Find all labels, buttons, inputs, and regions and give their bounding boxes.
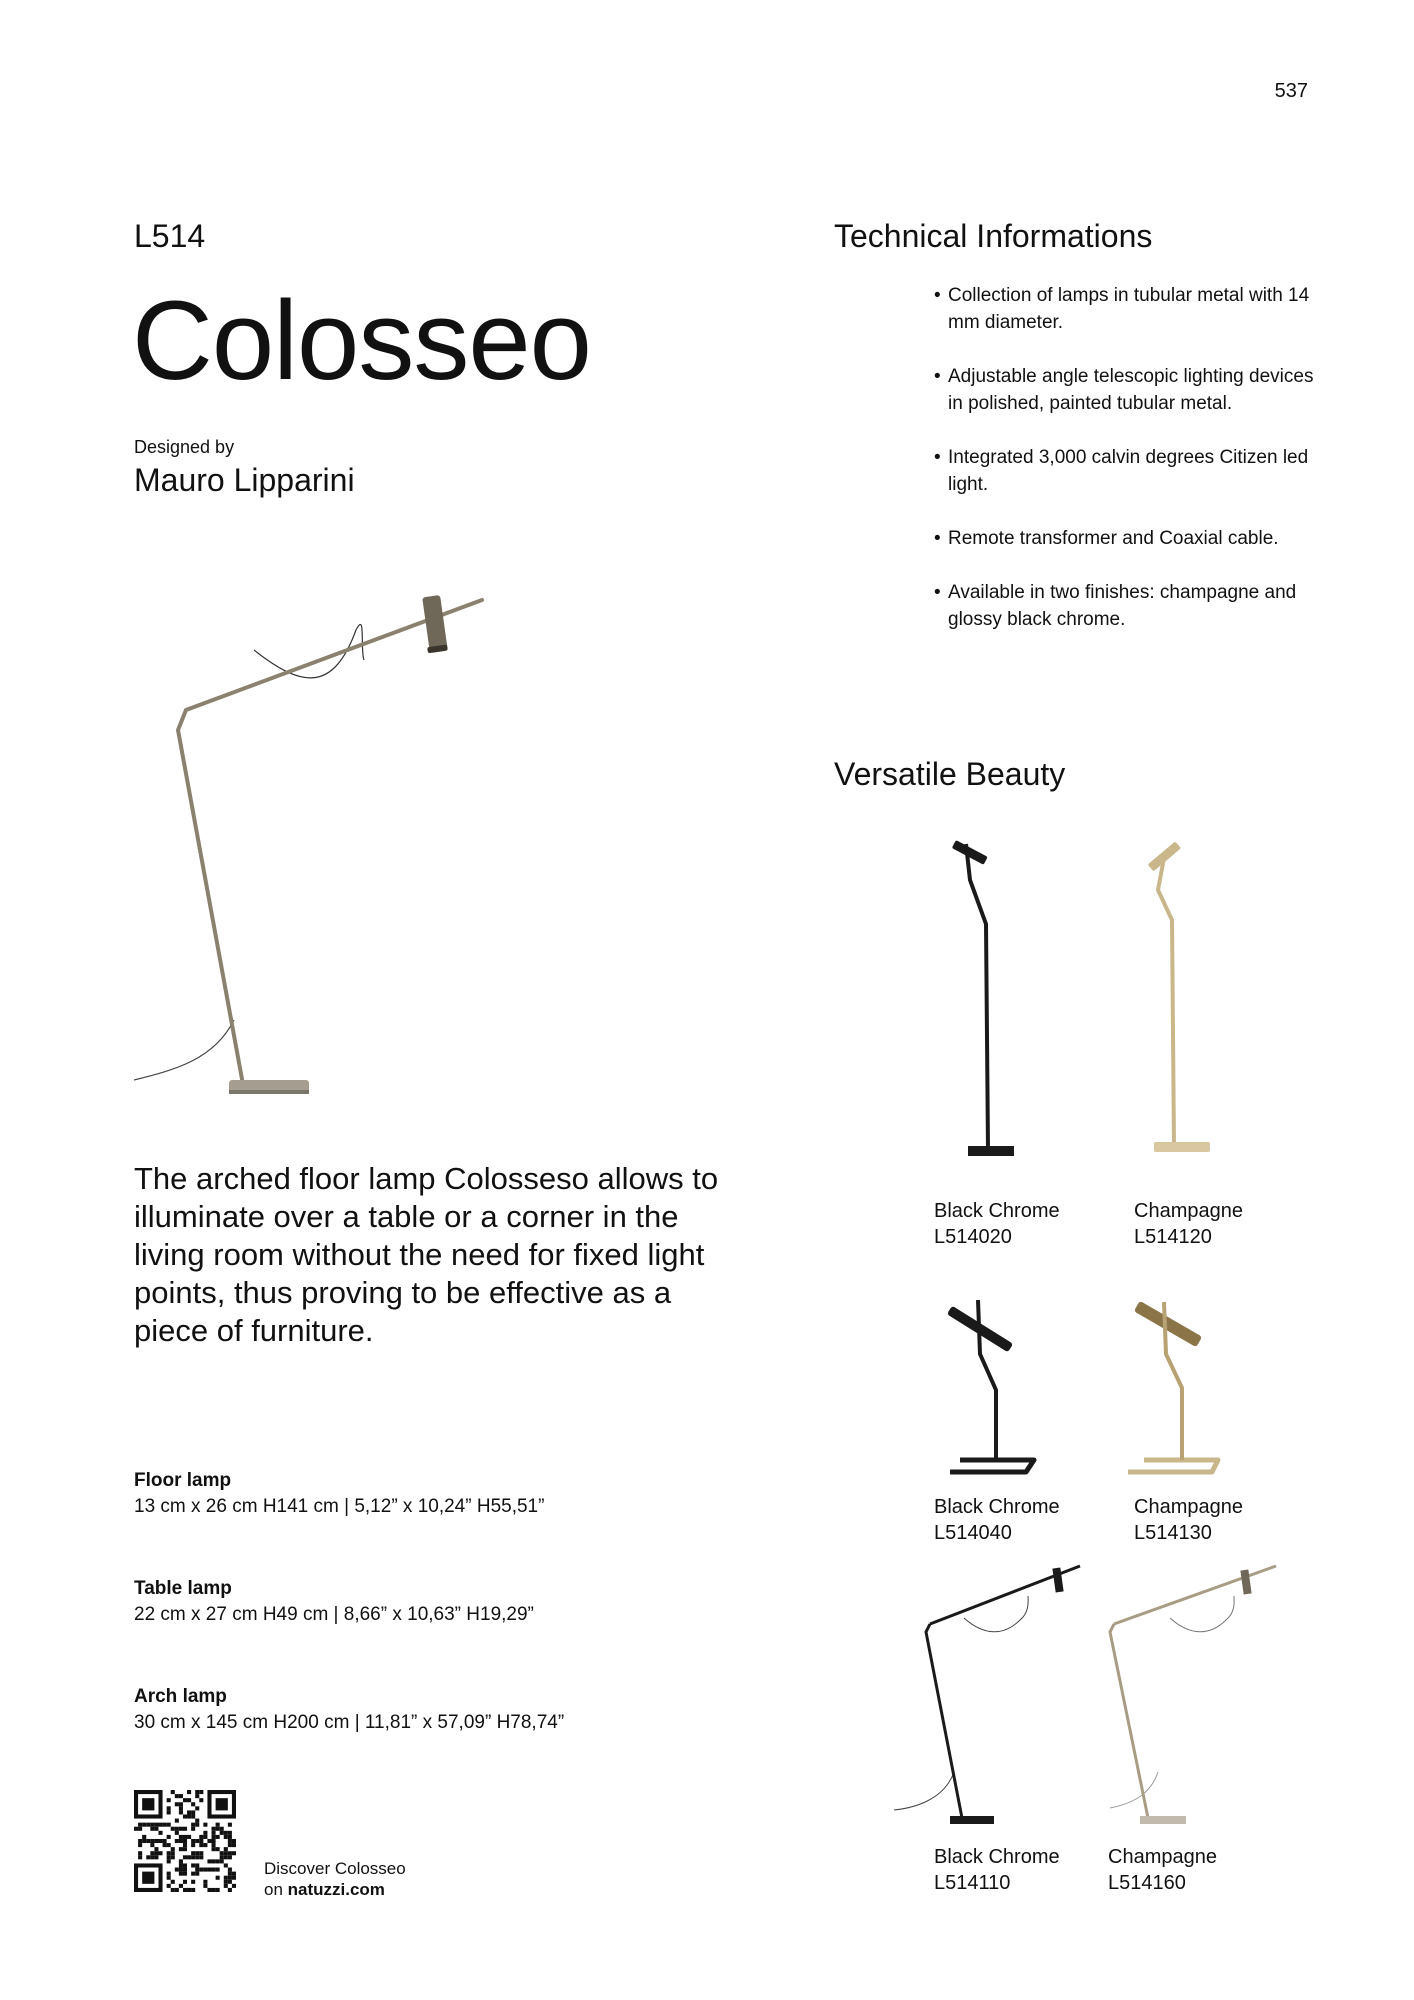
variant-black-floor: [930, 840, 1040, 1170]
spec-name: Floor lamp: [134, 1470, 232, 1491]
variant-finish: Black Chrome: [934, 1200, 1060, 1222]
page-number: 537: [1274, 80, 1308, 102]
arch-lamp-champagne-image: [1100, 1560, 1290, 1830]
discover-line: Discover Colosseo: [264, 1859, 406, 1878]
variant-code: L514130: [1134, 1522, 1212, 1544]
spec-dims: 13 cm x 26 cm H141 cm | 5,12” x 10,24” H55,51”: [134, 1496, 545, 1517]
arch-lamp-black-image: [894, 1560, 1084, 1830]
variant-finish: Champagne: [1134, 1496, 1243, 1518]
variant-black-arch: [894, 1560, 1084, 1830]
variant-finish: Black Chrome: [934, 1496, 1060, 1518]
table-lamp-champagne-image: [1118, 1294, 1238, 1484]
designer-name: Mauro Lipparini: [134, 462, 355, 498]
variant-label: [934, 1494, 1060, 1546]
variant-finish: Champagne: [1134, 1200, 1243, 1222]
bullet-item: • Collection of lamps in tubular metal with 14 mm diameter.: [934, 282, 1314, 336]
discover-link[interactable]: [264, 1858, 406, 1900]
qr-code[interactable]: [134, 1790, 236, 1892]
discover-site: on natuzzi.com: [264, 1880, 385, 1899]
variant-champagne-floor: [1124, 840, 1234, 1170]
variant-finish: Champagne: [1108, 1846, 1217, 1868]
variant-champagne-arch: [1100, 1560, 1290, 1830]
spec-name: Arch lamp: [134, 1686, 227, 1707]
hero-cable-floor: [134, 1020, 234, 1080]
designed-by-label: Designed by: [134, 437, 235, 457]
variant-label: [934, 1198, 1060, 1250]
technical-title: Technical Informations: [834, 218, 1153, 254]
variant-code: L514040: [934, 1522, 1012, 1544]
variant-code: L514120: [1134, 1226, 1212, 1248]
variant-finish: Black Chrome: [934, 1846, 1060, 1868]
spec-arch-lamp: [134, 1684, 564, 1736]
floor-lamp-champagne-image: [1124, 840, 1234, 1170]
bullet-item: • Available in two finishes: champagne and glossy black chrome.: [934, 579, 1314, 633]
variant-champagne-table: [1118, 1294, 1238, 1484]
floor-lamp-black-image: [930, 840, 1040, 1170]
variant-black-table: [930, 1294, 1050, 1484]
bullet-item: • Remote transformer and Coaxial cable.: [934, 525, 1314, 552]
product-code: L514: [134, 218, 206, 254]
variant-code: L514110: [934, 1872, 1011, 1894]
site-link[interactable]: natuzzi.com: [287, 1880, 385, 1899]
spec-dims: 22 cm x 27 cm H49 cm | 8,66” x 10,63” H19,29”: [134, 1604, 534, 1625]
spec-table-lamp: [134, 1576, 534, 1628]
product-title: Colosseo: [132, 278, 591, 403]
spec-floor-lamp: [134, 1468, 544, 1520]
arch-lamp-hero-image: [134, 590, 494, 1110]
variant-code: L514160: [1108, 1872, 1186, 1894]
variant-label: [934, 1844, 1060, 1896]
hero-lamp-head: [422, 595, 448, 653]
hero-stem: [178, 710, 244, 1090]
bullet-item: • Integrated 3,000 calvin degrees Citizen led light.: [934, 444, 1314, 498]
versatile-title: Versatile Beauty: [834, 756, 1066, 792]
variant-code: L514020: [934, 1226, 1012, 1248]
variant-label: [1134, 1198, 1243, 1250]
product-description: The arched floor lamp Colosseso allows to illuminate over a table or a corner in the living room without the need for fixed light points, thus proving to be effective as a piece of furniture.: [134, 1161, 719, 1348]
variant-label: [1108, 1844, 1217, 1896]
technical-bullets: [934, 282, 1314, 660]
variant-label: [1134, 1494, 1243, 1546]
table-lamp-black-image: [930, 1294, 1050, 1484]
spec-dims: 30 cm x 145 cm H200 cm | 11,81” x 57,09” H78,74”: [134, 1712, 565, 1733]
bullet-item: • Adjustable angle telescopic lighting devices in polished, painted tubular metal.: [934, 363, 1314, 417]
spec-name: Table lamp: [134, 1578, 232, 1599]
